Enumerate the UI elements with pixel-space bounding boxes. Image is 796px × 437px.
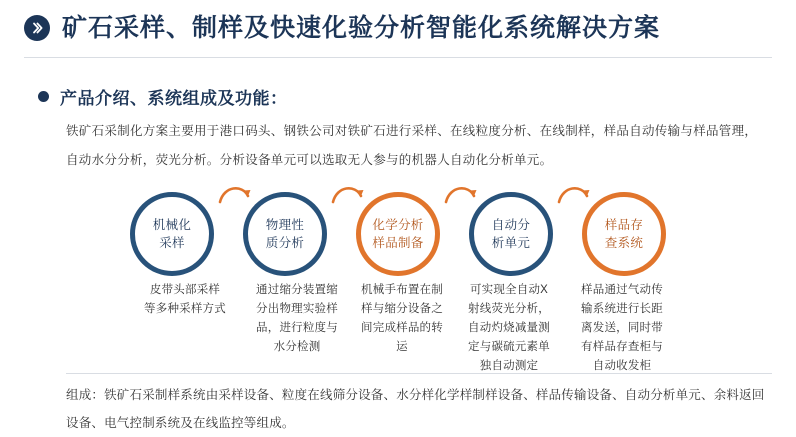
- flow-step-2: [243, 192, 327, 276]
- composition-note: 组成：铁矿石采制样系统由采样设备、粒度在线筛分设备、水分样化学样制样设备、样品传输设备、自动分析单元、余料返回设备、电气控制系统及在线监控等组成。: [66, 388, 765, 430]
- page-header: [0, 0, 796, 56]
- flow-step-1-circle: [130, 192, 214, 276]
- bullet-dot-icon: [38, 91, 49, 102]
- flow-step-1: [130, 192, 214, 276]
- flow-step-4: [469, 192, 553, 276]
- flow-step-3-circle: [356, 192, 440, 276]
- flow-step-2-circle: [243, 192, 327, 276]
- flow-step-3-description: 机械手布置在制 样与缩分设备之 间完成样品的转 运: [361, 284, 443, 353]
- intro-paragraph: 铁矿石采制化方案主要用于港口码头、钢铁公司对铁矿石进行采样、在线粒度分析、在线制样，样品自动传输与样品管理，自动水分分析，荧光分析。分析设备单元可以选取无人参与的机器人自动化分析单元。: [66, 124, 758, 167]
- flow-step-5-circle: [582, 192, 666, 276]
- chevron-right-circle-icon: [24, 15, 50, 41]
- flow-step-4-circle: [469, 192, 553, 276]
- flow-step-4-label: 自动分 析单元: [491, 218, 531, 250]
- section-heading: [38, 84, 288, 109]
- flow-step-1-description: 皮带头部采样 等多种采样方式: [144, 284, 226, 315]
- flow-step-3-label: 化学分析 样品制备: [372, 218, 424, 250]
- flow-step-5: [582, 192, 666, 276]
- flow-descriptions: [126, 281, 678, 372]
- section-title-label: 产品介绍、系统组成及功能：: [60, 89, 288, 108]
- flow-step-2-description: 通过缩分装置缩 分出物理实验样 品，进行粒度与 水分检测: [256, 284, 338, 353]
- footer-divider: [66, 373, 772, 374]
- flow-step-4-description: 可实现全自动X 射线荧光分析， 自动灼烧减量测 定与碳硫元素单 独自动测定: [468, 284, 550, 372]
- flow-step-3: [356, 192, 440, 276]
- flow-step-5-label: 样品存 查系统: [604, 218, 644, 250]
- flow-step-2-label: 物理性 质分析: [265, 218, 305, 250]
- flow-step-1-label: 机械化 采样: [152, 218, 192, 250]
- flow-step-5-description: 样品通过气动传 输系统进行长距 离发送，同时带 有样品存查柜与 自动收发柜: [581, 284, 663, 372]
- header-divider: [24, 57, 772, 58]
- flow-diagram: [130, 192, 666, 276]
- page-title: 矿石采样、制样及快速化验分析智能化系统解决方案: [62, 13, 661, 42]
